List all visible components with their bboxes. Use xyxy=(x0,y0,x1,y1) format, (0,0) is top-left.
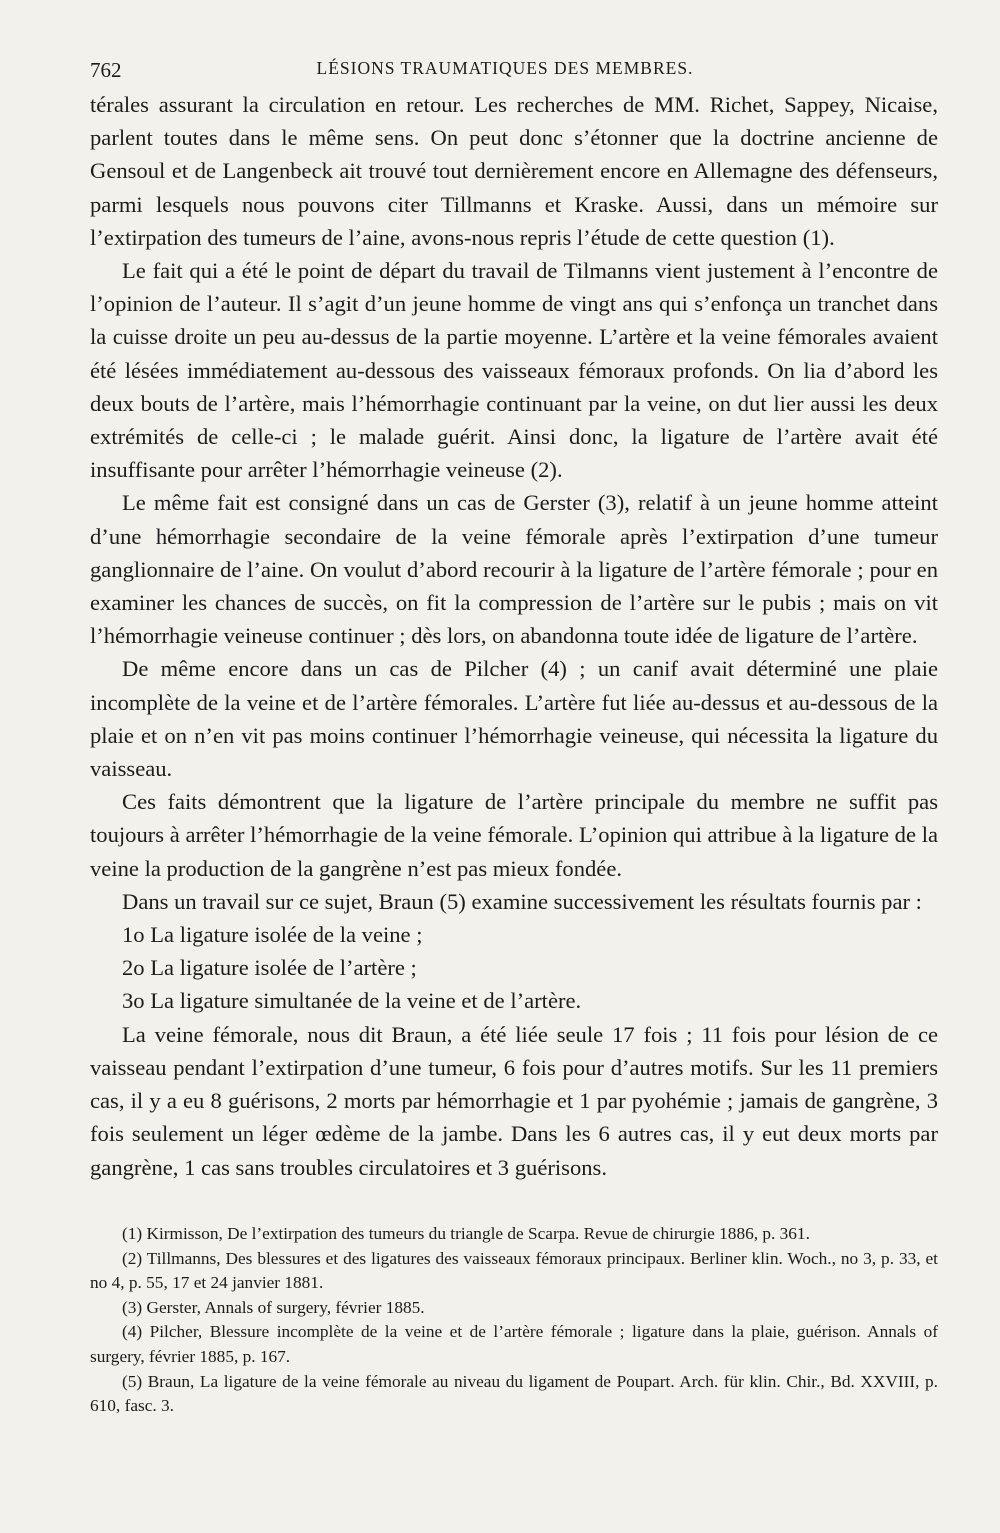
page-header xyxy=(90,58,920,88)
paragraph: De même encore dans un cas de Pilcher (4) ; un canif avait déterminé une plaie incomplète de la veine et de l’artère fémorales. L’artère fut liée au-dessus et au-dessous de la plaie et on n’en vit pas moins continuer l’hémorrhagie veineuse, qui nécessita la ligature du vaisseau. xyxy=(90,656,938,782)
footnote: (1) Kirmisson, De l’extirpation des tumeurs du triangle de Scarpa. Revue de chirurgie 1886, p. 361. xyxy=(122,1224,810,1243)
footnote: (4) Pilcher, Blessure incomplète de la veine et de l’artère fémorale ; ligature dans la plaie, guérison. Annals of surgery, février 1885, p. 167. xyxy=(90,1322,938,1366)
list-item: 3o La ligature simultanée de la veine et de l’artère. xyxy=(122,988,582,1014)
paragraph: Le même fait est consigné dans un cas de Gerster (3), relatif à un jeune homme atteint d’une hémorrhagie secondaire de la veine fémorale après l’extirpation d’une tumeur ganglionnaire de l’aine. On voulut d’abord recourir à la ligature de l’artère fémorale ; pour en examiner les chances de succès, on fit la compression de l’artère sur le pubis ; mais on vit l’hémorrhagie veineuse continuer ; dès lors, on abandonna toute idée de ligature de l’artère. xyxy=(90,490,938,649)
footnote: (2) Tillmanns, Des blessures et des ligatures des vaisseaux fémoraux principaux. Berliner klin. Woch., no 3, p. 33, et no 4, p. 55, 17 et 24 janvier 1881. xyxy=(90,1248,938,1293)
paragraph: térales assurant la circulation en retour. Les recherches de MM. Richet, Sappey, Nicaise, parlent toutes dans le même sens. On peut donc s’étonner que la doctrine ancienne de Gensoul et de Langenbeck ait trouvé tout dernièrement encore en Allemagne des défenseurs, parmi lesquels nous pouvons citer Tillmanns et Kraske. Aussi, dans un mémoire sur l’extirpation des tumeurs de l’aine, avons-nous repris l’étude de cette question (1). xyxy=(90,92,938,250)
footnotes xyxy=(90,1222,938,1419)
paragraph: Le fait qui a été le point de départ du travail de Tilmanns vient justement à l’encontre de l’opinion de l’auteur. Il s’agit d’un jeune homme de vingt ans qui s’enfonça un tranchet dans la cuisse droite un peu au-dessus de la partie moyenne. L’artère et la veine fémorales avaient été lésées immédiatement au-dessous des vaisseaux fémoraux profonds. On lia d’abord les deux bouts de l’artère, mais l’hémorrhagie continuant par la veine, on dut lier aussi les deux extrémités de celle-ci ; le malade guérit. Ainsi donc, la ligature de l’artère avait été insuffisante pour arrêter l’hémorrhagie veineuse (2). xyxy=(90,258,938,483)
paragraph: La veine fémorale, nous dit Braun, a été liée seule 17 fois ; 11 fois pour lésion de ce vaisseau pendant l’extirpation d’une tumeur, 6 fois pour d’autres motifs. Sur les 11 premiers cas, il y a eu 8 guérisons, 2 morts par hémorrhagie et 1 par pyohémie ; jamais de gangrène, 3 fois seulement un léger œdème de la jambe. Dans les 6 autres cas, il y eut deux morts par gangrène, 1 cas sans troubles circulatoires et 3 guérisons. xyxy=(90,1021,938,1180)
page-number: 762 xyxy=(90,58,122,82)
paragraph: Ces faits démontrent que la ligature de l’artère principale du membre ne suffit pas toujours à arrêter l’hémorrhagie de la veine fémorale. L’opinion qui attribue à la ligature de la veine la production de la gangrène n’est pas mieux fondée. xyxy=(90,789,938,881)
body-text xyxy=(90,88,938,1184)
list-item: 2o La ligature isolée de l’artère ; xyxy=(122,955,417,981)
running-title: LÉSIONS TRAUMATIQUES DES MEMBRES. xyxy=(316,58,694,78)
list-item: 1o La ligature isolée de la veine ; xyxy=(122,922,423,948)
footnote: (3) Gerster, Annals of surgery, février 1885. xyxy=(122,1297,425,1317)
footnote: (5) Braun, La ligature de la veine fémorale au niveau du ligament de Poupart. Arch. für klin. Chir., Bd. XXVIII, p. 610, fasc. 3. xyxy=(90,1371,938,1416)
paragraph: Dans un travail sur ce sujet, Braun (5) examine successivement les résultats fournis par : xyxy=(122,888,922,914)
